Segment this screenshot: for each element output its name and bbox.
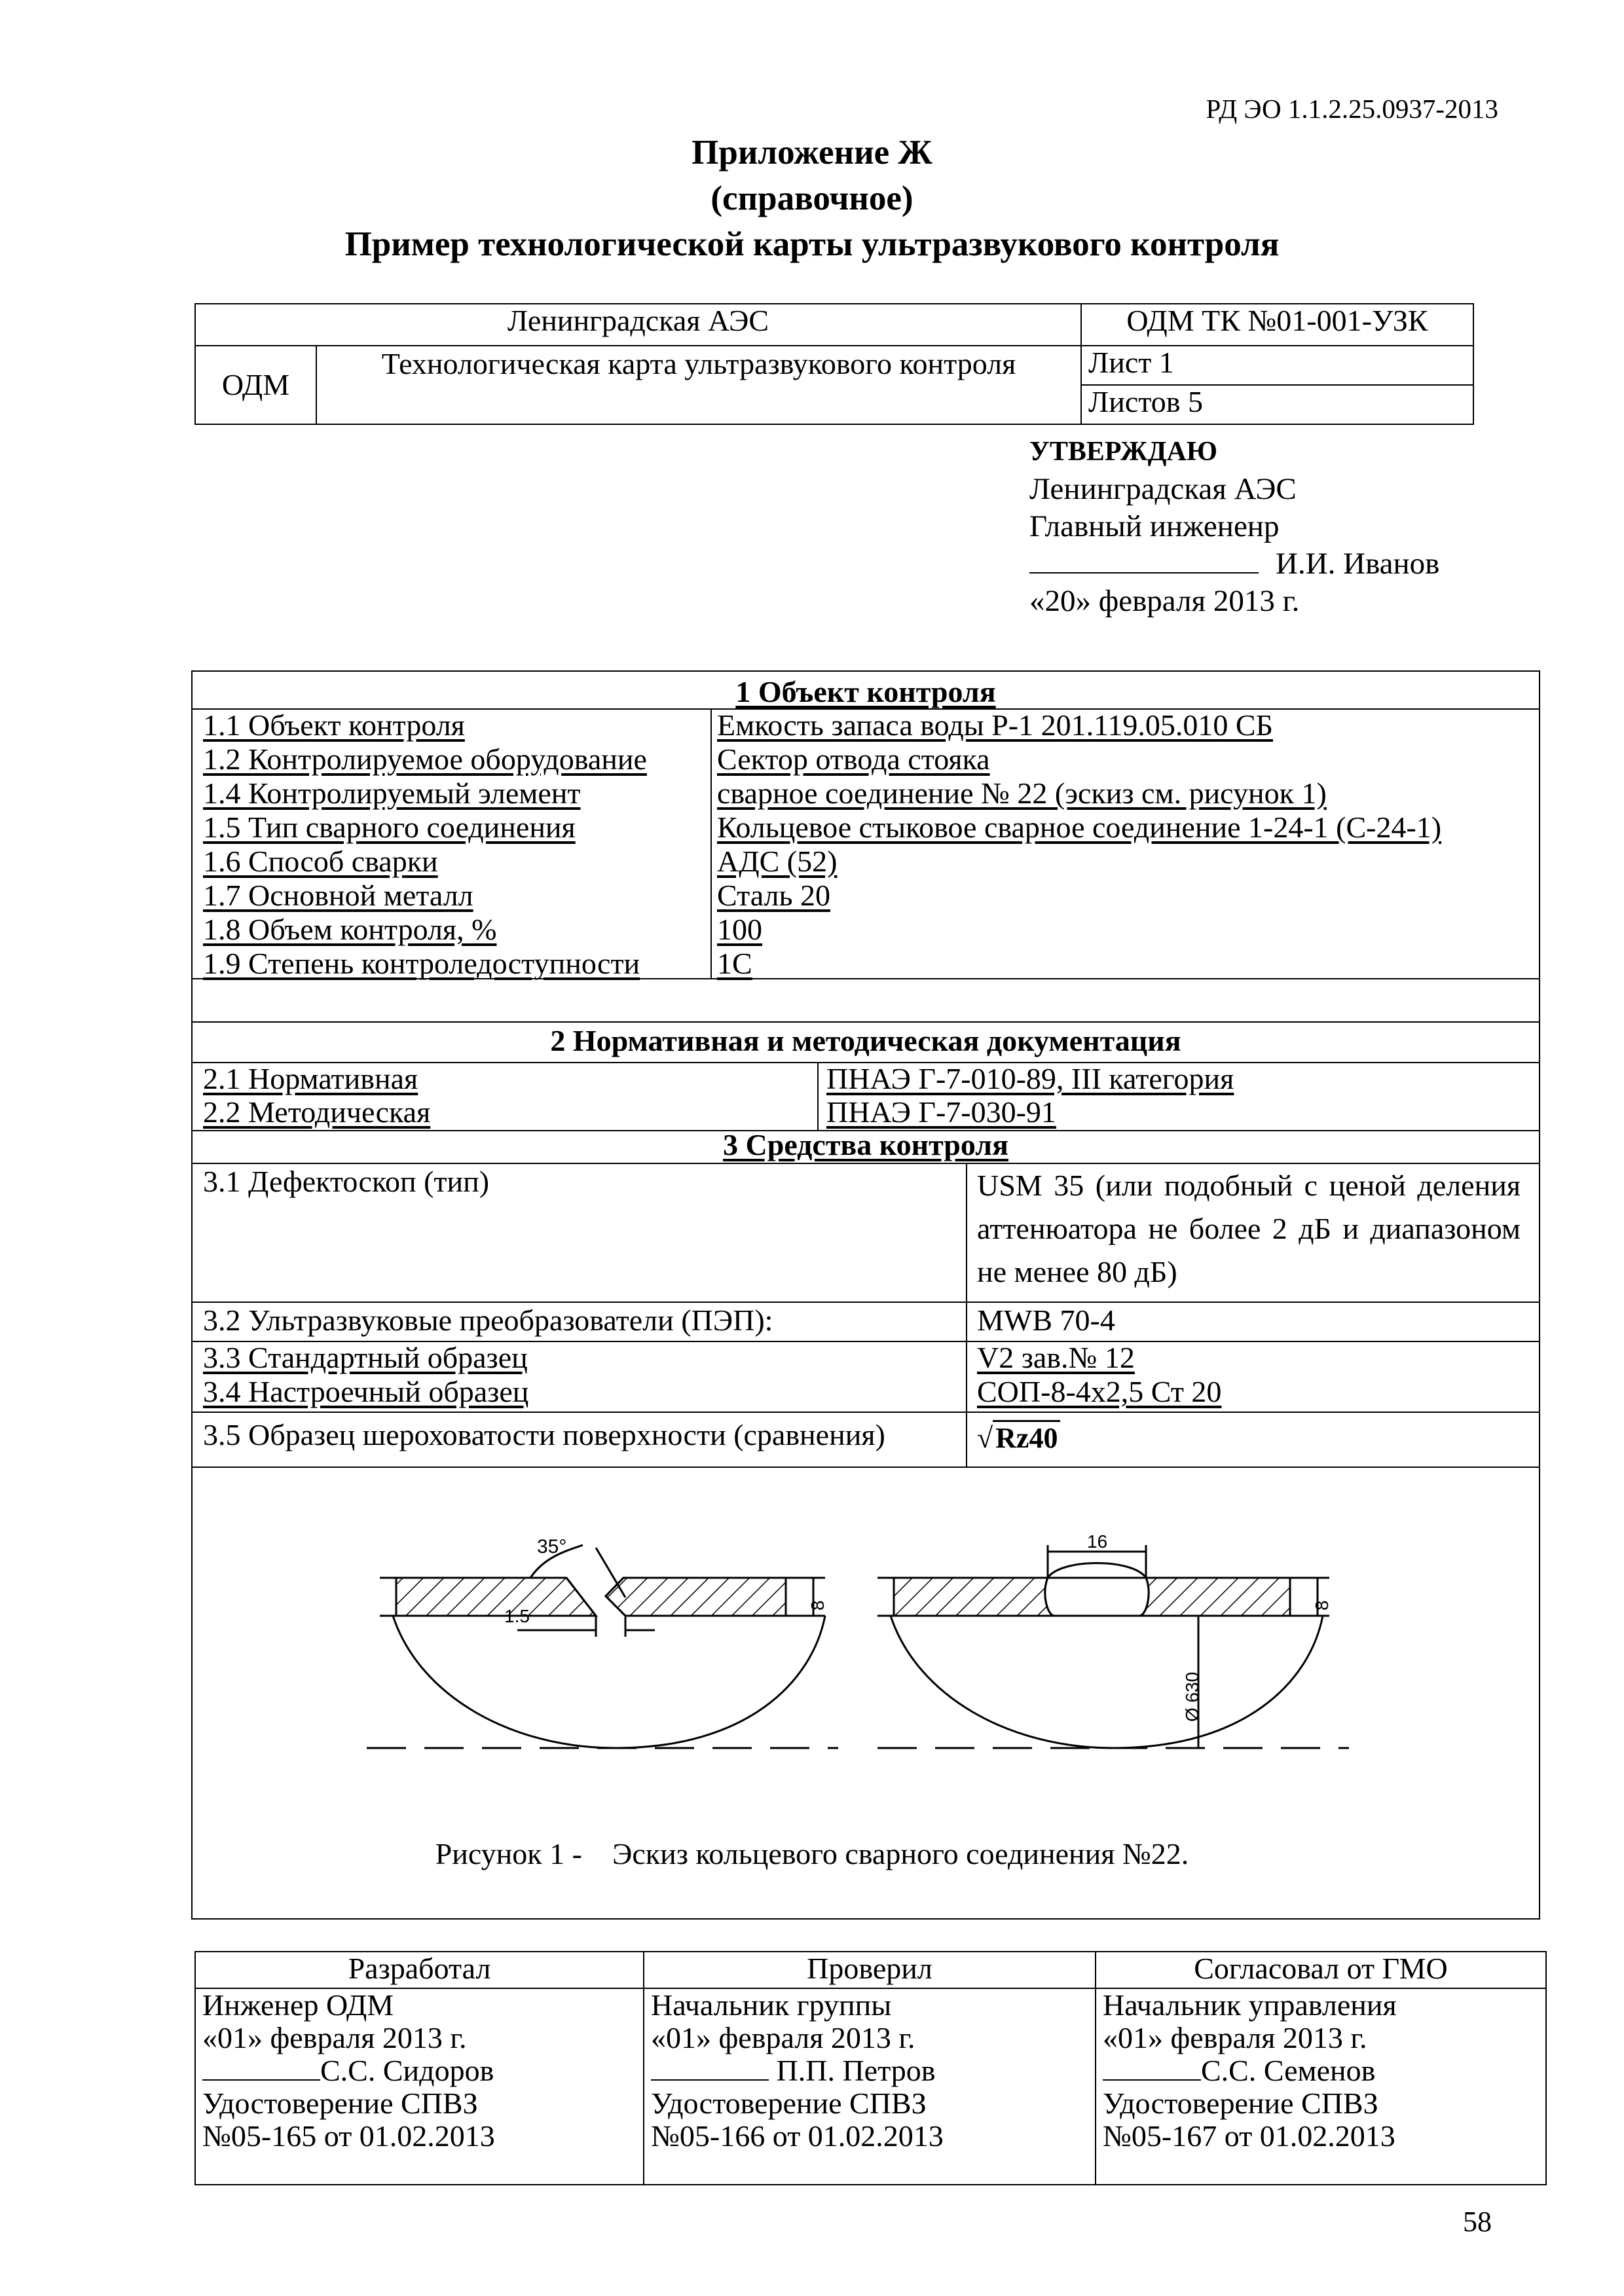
title-block-card-no: ОДМ ТК №01-001-УЗК <box>1081 304 1473 346</box>
divider <box>191 978 1540 979</box>
sig-header-checked: Проверил <box>644 1952 1096 1988</box>
appendix-type: (справочное) <box>710 179 913 217</box>
sig-header-developed: Разработал <box>195 1952 644 1988</box>
divider <box>191 1021 1540 1023</box>
angle-label: 35° <box>537 1536 567 1558</box>
signature-table <box>194 1951 1547 2185</box>
approval-block <box>1029 433 1439 620</box>
approval-signature-line <box>1029 546 1259 574</box>
sig-position: Инженер ОДМ <box>202 1988 394 2022</box>
sig-col-checked <box>644 1988 1096 2185</box>
s1-row-value: Емкость запаса воды Р-1 201.119.05.010 СБ <box>717 708 1273 742</box>
sig-position: Начальник группы <box>651 1988 892 2022</box>
thickness-label-right: 8 <box>1312 1600 1332 1611</box>
figure-caption-text: Эскиз кольцевого сварного соединения №22. <box>612 1837 1189 1870</box>
title-block-sheet: Лист 1 <box>1081 346 1473 385</box>
s1-row-label: 1.6 Способ сварки <box>203 845 438 878</box>
divider <box>191 1412 1540 1413</box>
s3-row-value: СОП-8-4х2,5 Ст 20 <box>977 1375 1222 1408</box>
s1-row-label: 1.7 Основной металл <box>203 879 473 912</box>
width-label: 16 <box>1087 1532 1108 1552</box>
divider <box>966 1163 967 1467</box>
approval-date: «20» февраля 2013 г. <box>1029 584 1300 618</box>
sig-cert: Удостоверение СПВЗ <box>651 2086 927 2120</box>
page-number: 58 <box>1463 2206 1492 2238</box>
s3-row-label: 3.5 Образец шероховатости поверхности (сравнения) <box>203 1418 885 1451</box>
s3-row-label: 3.1 Дефектоскоп (тип) <box>203 1165 490 1198</box>
sig-line <box>202 2056 320 2081</box>
sig-name: П.П. Петров <box>776 2054 936 2087</box>
approval-position: Главный инжененр <box>1029 509 1280 543</box>
s3-row-label: 3.2 Ультразвуковые преобразователи (ПЭП): <box>203 1303 773 1337</box>
section3-title: 3 Средства контроля <box>723 1128 1008 1161</box>
sig-cert-no: №05-167 от 01.02.2013 <box>1103 2119 1395 2153</box>
sig-cert-no: №05-165 от 01.02.2013 <box>202 2119 495 2153</box>
diameter-label: Ø 630 <box>1182 1671 1202 1722</box>
title-block-org: Ленинградская АЭС <box>195 304 1081 346</box>
title-block-dept: ОДМ <box>195 346 316 424</box>
s3-row-value: V2 зав.№ 12 <box>977 1341 1135 1374</box>
roughness-icon: √ <box>977 1422 993 1454</box>
s2-row-label: 2.2 Методическая <box>203 1095 431 1129</box>
divider <box>817 1062 819 1130</box>
title-block-sheets: Листов 5 <box>1081 385 1473 424</box>
sig-line <box>1103 2056 1201 2081</box>
gap-label: 1.5 <box>504 1606 530 1626</box>
s1-row-label: 1.9 Степень контроледоступности <box>203 947 640 980</box>
approval-org: Ленинградская АЭС <box>1029 472 1297 506</box>
document-number: РД ЭО 1.1.2.25.0937-2013 <box>1206 94 1498 124</box>
joint-after-weld <box>877 1545 1349 1748</box>
s1-row-value: 100 <box>717 913 762 946</box>
title-block-doc-name: Технологическая карта ультразвукового контроля <box>316 346 1081 424</box>
s2-row-label: 2.1 Нормативная <box>203 1062 418 1095</box>
s3-row-value: MWB 70-4 <box>977 1303 1115 1337</box>
s1-row-value: сварное соединение № 22 (эскиз см. рисунок 1) <box>717 776 1327 810</box>
s3-row-value: USM 35 (или подобный с ценой деления аттенюатора не более 2 дБ и диапазоном не менее 80 дБ) <box>977 1169 1521 1288</box>
s1-row-label: 1.1 Объект контроля <box>203 708 465 742</box>
s2-row-value: ПНАЭ Г-7-030-91 <box>826 1095 1056 1129</box>
sig-name: С.С. Семенов <box>1201 2054 1376 2087</box>
s3-row-label: 3.3 Стандартный образец <box>203 1341 528 1374</box>
s1-row-value: АДС (52) <box>717 845 838 878</box>
sig-name: С.С. Сидоров <box>320 2054 494 2087</box>
figure-caption-prefix: Рисунок 1 - <box>435 1837 582 1870</box>
sig-date: «01» февраля 2013 г. <box>651 2021 915 2054</box>
sig-date: «01» февраля 2013 г. <box>202 2021 467 2054</box>
section1-title: 1 Объект контроля <box>735 675 996 708</box>
roughness-value: √Rz40 <box>977 1421 1060 1456</box>
figure-caption <box>0 1836 1624 1871</box>
joint-before-weld <box>367 1545 838 1748</box>
section2-title: 2 Нормативная и методическая документация <box>550 1024 1181 1057</box>
s3-row-label: 3.4 Настроечный образец <box>203 1375 529 1408</box>
s1-row-label: 1.4 Контролируемый элемент <box>203 776 581 810</box>
approval-name: И.И. Иванов <box>1276 547 1440 581</box>
sig-cert: Удостоверение СПВЗ <box>202 2086 478 2120</box>
s1-row-label: 1.5 Тип сварного соединения <box>203 811 576 844</box>
sig-cert-no: №05-166 от 01.02.2013 <box>651 2119 944 2153</box>
s1-row-value: Сталь 20 <box>717 879 830 912</box>
s1-row-label: 1.2 Контролируемое оборудование <box>203 742 647 776</box>
sig-cert: Удостоверение СПВЗ <box>1103 2086 1378 2120</box>
sig-col-agreed <box>1096 1988 1546 2185</box>
page-title: Пример технологической карты ультразвукового контроля <box>344 225 1280 263</box>
sig-col-developed <box>195 1988 644 2185</box>
thickness-label-left: 8 <box>807 1600 828 1611</box>
s2-row-value: ПНАЭ Г-7-010-89, III категория <box>826 1062 1234 1095</box>
weld-sketch <box>367 1532 1388 1781</box>
s1-row-value: Сектор отвода стояка <box>717 742 990 776</box>
s1-row-value: 1С <box>717 947 752 980</box>
sig-position: Начальник управления <box>1103 1988 1397 2022</box>
appendix-title: Приложение Ж <box>692 134 932 172</box>
sig-line <box>651 2056 769 2081</box>
s1-row-value: Кольцевое стыковое сварное соединение 1-24-1 (С-24-1) <box>717 811 1442 844</box>
divider <box>710 708 712 978</box>
title-block <box>194 303 1474 425</box>
s1-row-label: 1.8 Объем контроля, % <box>203 913 497 946</box>
sig-date: «01» февраля 2013 г. <box>1103 2021 1367 2054</box>
divider <box>191 1467 1540 1468</box>
sig-header-agreed: Согласовал от ГМО <box>1096 1952 1546 1988</box>
approval-title: УТВЕРЖДАЮ <box>1029 437 1218 467</box>
